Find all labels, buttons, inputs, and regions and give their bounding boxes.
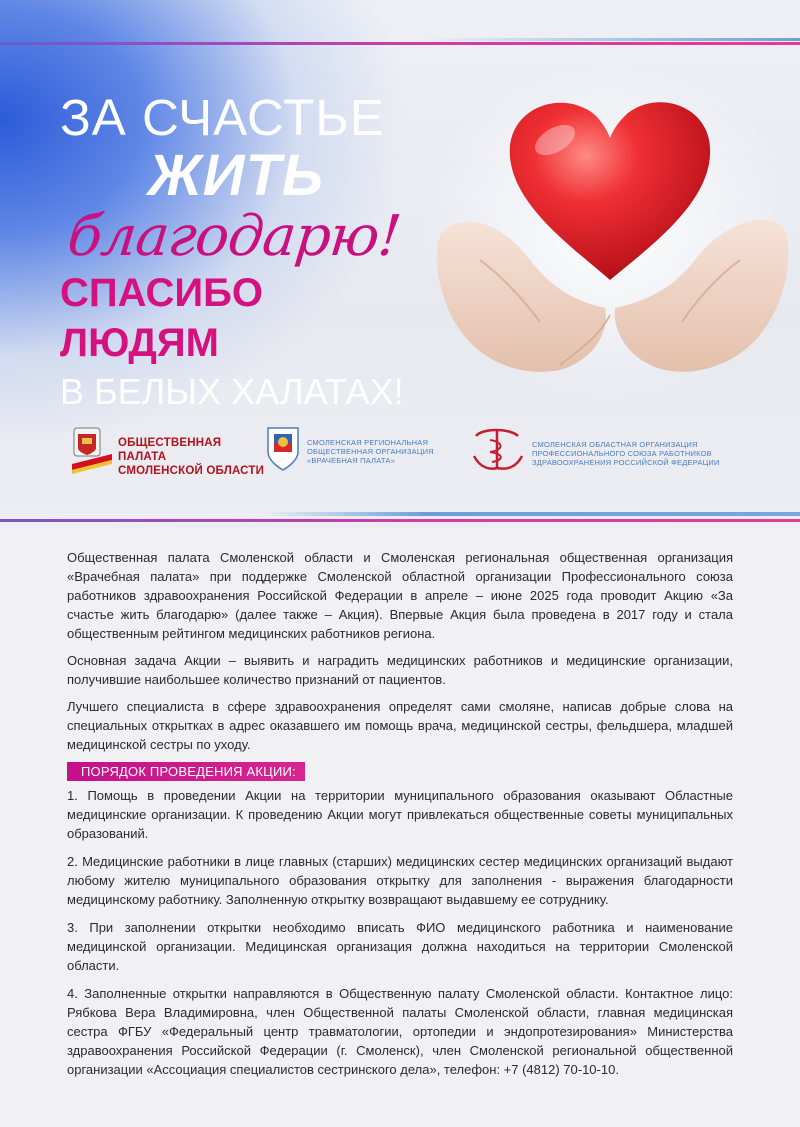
intro-paragraph: Общественная палата Смоленской области и Смоленская региональная общественная организация «Врачебная палата» при поддержке Смоленской областной организации Профессионального союза работников здравоохранения Российской Федерации в апреле – июне 2025 года проводит Акцию «За счастье жить благодарю» (далее также – Акция). Впервые Акция была проведена в 2017 году и стала общественным рейтингом медицинских работников региона. <box>67 550 733 641</box>
procedure-step-2: 2. Медицинские работники в лице главных (старших) медицинских сестер медицинских организаций выдают любому жителю муниципального образования открытку для заполнения - выражения благодарности медицинскому работнику. Заполненную открытку возвращают выдавшему ее сотруднику. <box>67 854 733 907</box>
slogan-line-2: ЖИТЬ <box>148 143 324 208</box>
trade-union-name-line-3: ЗДРАВООХРАНЕНИЯ РОССИЙСКОЙ ФЕДЕРАЦИИ <box>532 458 720 467</box>
medical-chamber-name-line-2: ОБЩЕСТВЕННАЯ ОРГАНИЗАЦИЯ <box>307 447 434 456</box>
smolensk-coat-of-arms-icon <box>72 424 116 476</box>
slogan <box>60 90 420 416</box>
trade-union-logo <box>470 422 770 474</box>
public-chamber-name-line-1: ОБЩЕСТВЕННАЯ ПАЛАТА <box>118 437 222 463</box>
heart-in-hands-image <box>420 60 800 405</box>
public-chamber-name-line-2: СМОЛЕНСКОЙ ОБЛАСТИ <box>118 465 265 477</box>
trade-union-name-line-2: ПРОФЕССИОНАЛЬНОГО СОЮЗА РАБОТНИКОВ <box>532 449 712 458</box>
procedure-heading: ПОРЯДОК ПРОВЕДЕНИЯ АКЦИИ: <box>67 762 305 781</box>
hero-banner <box>0 0 800 528</box>
slogan-line-3: благодарю! <box>64 204 404 269</box>
medical-chamber-logo <box>265 422 465 474</box>
medical-chamber-name-line-3: «ВРАЧЕБНАЯ ПАЛАТА» <box>307 456 395 465</box>
slogan-line-5: В БЕЛЫХ ХАЛАТАХ! <box>60 371 404 412</box>
public-chamber-logo <box>72 424 272 476</box>
trade-union-caduceus-icon <box>470 422 530 474</box>
decorative-magenta-line-bottom <box>0 519 800 522</box>
goal-paragraph: Основная задача Акции – выявить и наградить медицинских работников и медицинские организации, получившие наибольшее количество признаний от пациентов. <box>67 653 733 687</box>
procedure-step-4: 4. Заполненные открытки направляются в Общественную палату Смоленской области. Контактное лицо: Рябкова Вера Владимировна, член Общественной палаты Смоленской области, главная медицинская сестра ФГБУ «Федеральный центр травматологии, ортопедии и эндопротезирования» Министерства здравоохранения Российской Федерации (г. Смоленск), член Смоленской региональной общественной организации «Ассоциация специалистов сестринского дела», телефон: +7 (4812) 70-10-10. <box>67 986 733 1077</box>
decorative-blue-line <box>420 38 800 41</box>
decorative-magenta-line <box>0 42 800 45</box>
procedure-step-1: 1. Помощь в проведении Акции на территории муниципального образования оказывают Областные медицинские организации. К проведению Акции могут привлекаться общественные советы муниципальных образований. <box>67 788 733 841</box>
slogan-line-4: СПАСИБО ЛЮДЯМ <box>60 271 264 365</box>
procedure-heading-wrap <box>67 762 733 782</box>
trade-union-name-line-1: СМОЛЕНСКАЯ ОБЛАСТНАЯ ОРГАНИЗАЦИЯ <box>532 440 698 449</box>
announcement-text <box>67 548 733 1088</box>
slogan-line-1: ЗА СЧАСТЬЕ <box>60 89 385 146</box>
decorative-blue-line-bottom <box>265 512 800 516</box>
procedure-step-3: 3. При заполнении открытки необходимо вписать ФИО медицинского работника и наименование медицинской организации. Медицинская организация должна находиться на территории Смоленской области. <box>67 920 733 973</box>
partner-logos <box>0 420 800 490</box>
medical-chamber-emblem-icon <box>265 422 305 474</box>
medical-chamber-name-line-1: СМОЛЕНСКАЯ РЕГИОНАЛЬНАЯ <box>307 438 429 447</box>
selection-paragraph: Лучшего специалиста в сфере здравоохранения определят сами смоляне, написав добрые слова на специальных открытках в адрес оказавшего им помощь врача, медицинской сестры, фельдшера, младшей медицинской сестры по уходу. <box>67 699 733 752</box>
